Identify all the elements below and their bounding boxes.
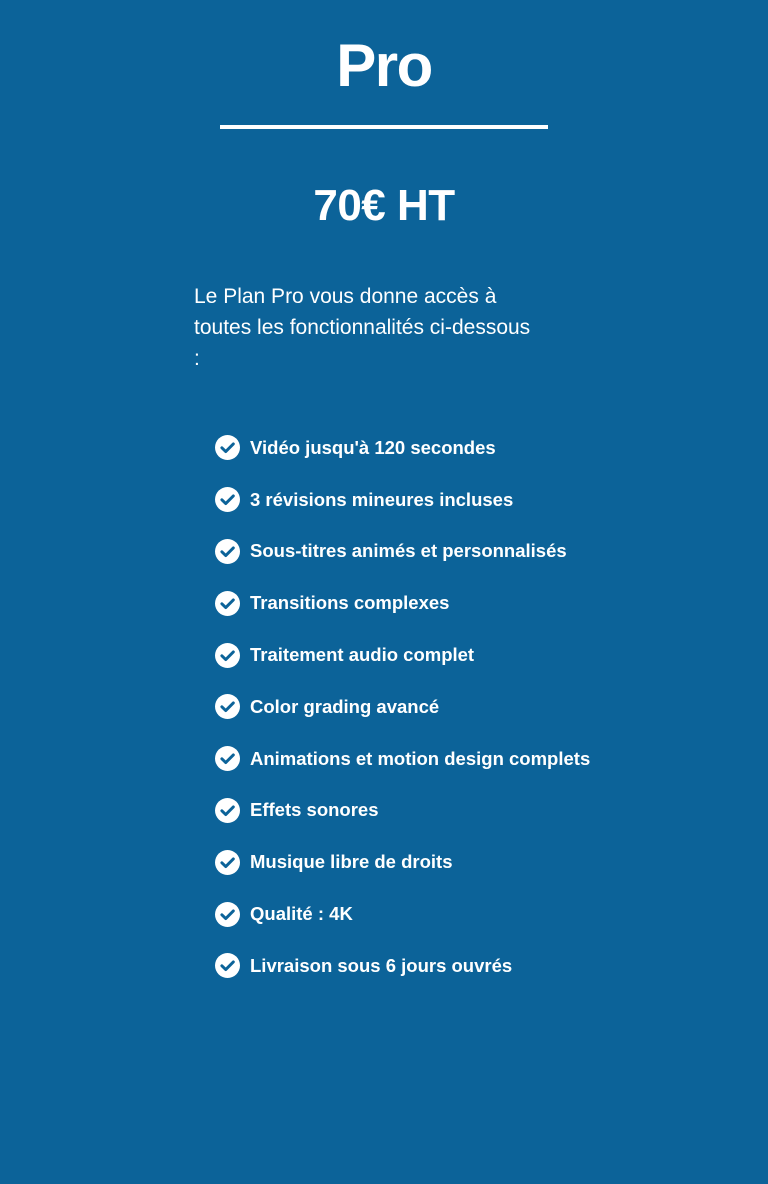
check-circle-icon <box>215 694 240 719</box>
feature-label: Musique libre de droits <box>250 851 453 873</box>
feature-item <box>215 526 590 578</box>
feature-item <box>215 836 590 888</box>
plan-price: 70€ HT <box>313 181 455 230</box>
feature-item <box>215 681 590 733</box>
plan-description: Le Plan Pro vous donne accès à toutes les fonctionnalités ci-dessous : <box>194 285 531 370</box>
feature-label: Sous-titres animés et personnalisés <box>250 540 567 562</box>
feature-item <box>215 785 590 837</box>
feature-item <box>215 474 590 526</box>
feature-list <box>215 422 590 992</box>
check-circle-icon <box>215 850 240 875</box>
plan-title: Pro <box>336 32 432 99</box>
feature-item <box>215 577 590 629</box>
check-circle-icon <box>215 487 240 512</box>
feature-label: Animations et motion design complets <box>250 747 591 769</box>
check-circle-icon <box>215 435 240 460</box>
feature-item <box>215 733 590 785</box>
feature-label: Vidéo jusqu'à 120 secondes <box>250 436 496 458</box>
feature-label: Color grading avancé <box>250 695 440 717</box>
feature-label: Transitions complexes <box>250 592 450 614</box>
check-circle-icon <box>215 746 240 771</box>
check-circle-icon <box>215 539 240 564</box>
check-circle-icon <box>215 591 240 616</box>
feature-item <box>215 940 590 992</box>
check-circle-icon <box>215 902 240 927</box>
feature-label: Livraison sous 6 jours ouvrés <box>250 954 513 976</box>
check-circle-icon <box>215 798 240 823</box>
feature-item <box>215 422 590 474</box>
title-divider <box>220 125 548 129</box>
feature-label: Traitement audio complet <box>250 644 475 666</box>
feature-item <box>215 629 590 681</box>
feature-label: Qualité : 4K <box>250 903 353 925</box>
check-circle-icon <box>215 953 240 978</box>
check-circle-icon <box>215 643 240 668</box>
feature-item <box>215 888 590 940</box>
feature-label: Effets sonores <box>250 799 379 821</box>
feature-label: 3 révisions mineures incluses <box>250 488 514 510</box>
